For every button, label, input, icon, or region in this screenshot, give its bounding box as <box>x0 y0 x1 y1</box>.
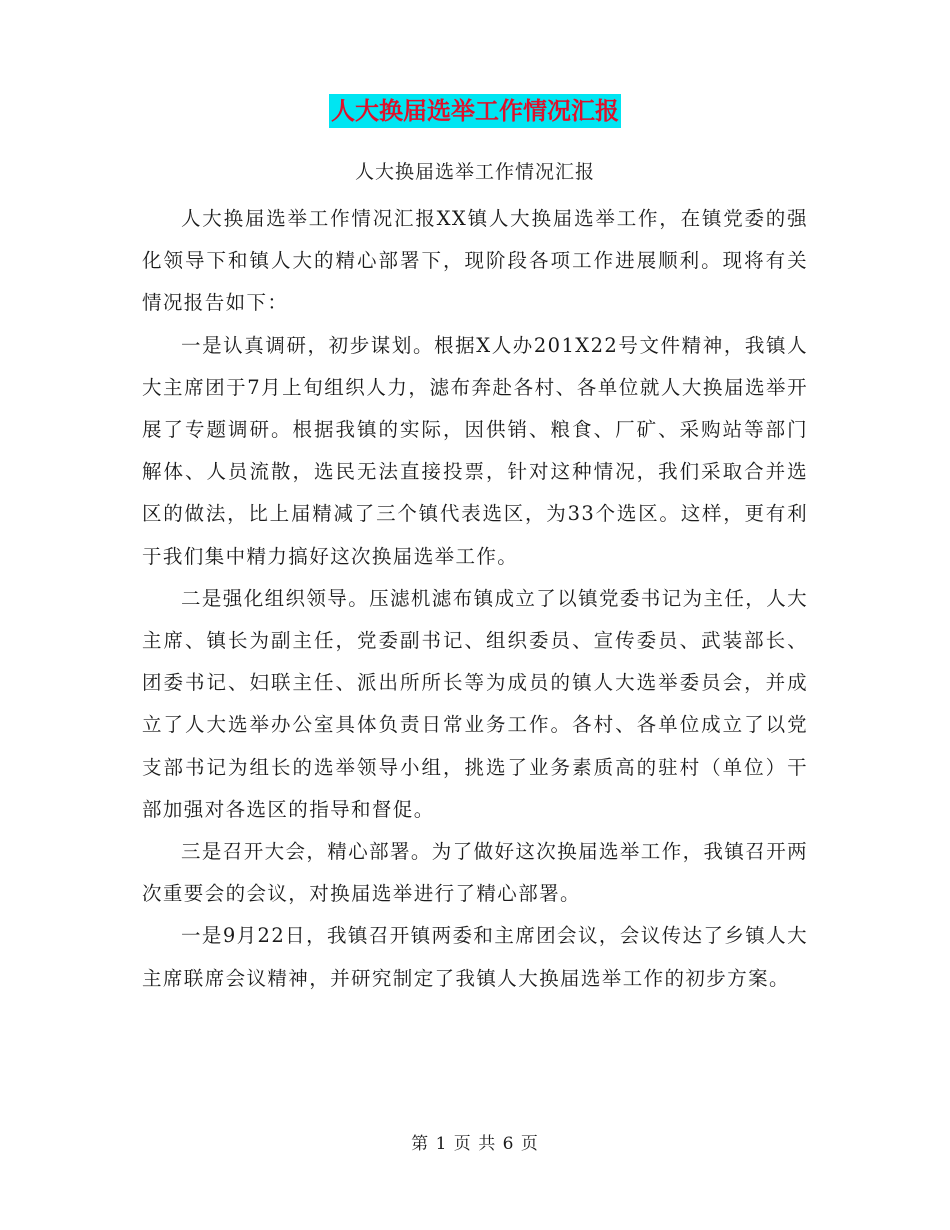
paragraph-research: 一是认真调研，初步谋划。根据X人办201X22号文件精神，我镇人大主席团于7月上旬组织人力，滤布奔赴各村、各单位就人大换届选举开展了专题调研。根据我镇的实际，因供销、粮食、厂矿、采购站等部门解体、人员流散，选民无法直接投票，针对这种情况，我们采取合并选区的做法，比上届精减了三个镇代表选区，为33个选区。这样，更有利于我们集中精力搞好这次换届选举工作。 <box>142 333 808 568</box>
paragraph-meetings: 三是召开大会，精心部署。为了做好这次换届选举工作，我镇召开两次重要会的会议，对换届选举进行了精心部署。 <box>142 840 809 906</box>
document-subtitle: 人大换届选举工作情况汇报 <box>354 161 595 183</box>
paragraph-intro: 人大换届选举工作情况汇报XX镇人大换届选举工作，在镇党委的强化领导下和镇人大的精心部署下，现阶段各项工作进展顺利。现将有关情况报告如下： <box>142 207 808 315</box>
document-body <box>142 198 808 1000</box>
highlighted-title <box>0 94 950 128</box>
highlighted-title-text: 人大换届选举工作情况汇报 <box>329 94 621 128</box>
paragraph-organization: 二是强化组织领导。压滤机滤布镇成立了以镇党委书记为主任，人大主席、镇长为副主任，党委副书记、组织委员、宣传委员、武装部长、团委书记、妇联主任、派出所所长等为成员的镇人大选举委员会，并成立了人大选举办公室具体负责日常业务工作。各村、各单位成立了以党支部书记为组长的选举领导小组，挑选了业务素质高的驻村（单位）干部加强对各选区的指导和督促。 <box>142 586 809 821</box>
paragraph-first-meeting: 一是9月22日，我镇召开镇两委和主席团会议，会议传达了乡镇人大主席联席会议精神，并研究制定了我镇人大换届选举工作的初步方案。 <box>142 924 808 990</box>
page-footer: 第 1 页 共 6 页 <box>411 1134 539 1154</box>
